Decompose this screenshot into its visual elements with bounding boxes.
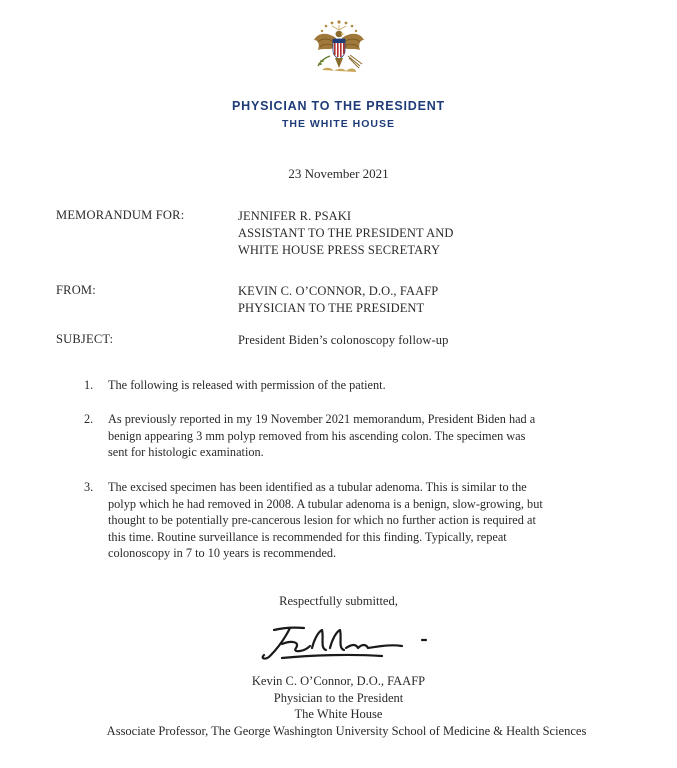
- from-sender: [238, 283, 438, 317]
- signer-office: The White House: [294, 707, 383, 721]
- memo-for-label: MEMORANDUM FOR:: [56, 208, 185, 222]
- item-text: [108, 377, 386, 394]
- item-line: thought to be potentially pre-cancerous lesion for which no further action is required at: [108, 513, 536, 527]
- subject-label: SUBJECT:: [56, 332, 114, 346]
- item-line: benign appearing 3 mm polyp removed from his ascending colon. The specimen was: [108, 428, 526, 443]
- signer-name: Kevin C. O’Connor, D.O., FAAFP: [251, 674, 426, 688]
- item-text: [108, 479, 543, 562]
- recipient-line: ASSISTANT TO THE PRESIDENT AND: [238, 226, 454, 240]
- signature-block: [0, 673, 677, 739]
- memo-date: 23 November 2021: [288, 166, 389, 181]
- subject-text: President Biden’s colonoscopy follow-up: [238, 333, 449, 347]
- item-text: [108, 411, 535, 461]
- item-number: 1.: [84, 378, 94, 392]
- presidential-seal-icon: [310, 18, 368, 80]
- letterhead-subtitle: THE WHITE HOUSE: [281, 118, 395, 130]
- closing-text: Respectfully submitted,: [279, 594, 398, 608]
- item-line: The excised specimen has been identified as a tubular adenoma. This is similar to the: [108, 480, 527, 494]
- item-line: As previously reported in my 19 November 2021 memorandum, President Biden had a: [108, 412, 536, 426]
- item-number: 3.: [84, 480, 94, 494]
- sender-line: PHYSICIAN TO THE PRESIDENT: [238, 301, 425, 315]
- handwritten-signature: [252, 622, 452, 662]
- signer-title: Physician to the President: [273, 690, 404, 705]
- letterhead-title: PHYSICIAN TO THE PRESIDENT: [232, 99, 445, 113]
- item-line: sent for histologic examination.: [108, 445, 264, 459]
- item-line: this time. Routine surveillance is recommended for this finding. Typically, repeat: [108, 529, 507, 544]
- item-line: polyp which he had removed in 2008. A tubular adenoma is a benign, slow-growing, but: [108, 496, 543, 511]
- item-line: colonoscopy in 7 to 10 years is recommended.: [108, 546, 337, 560]
- sender-line: KEVIN C. O’CONNOR, D.O., FAAFP: [238, 284, 439, 298]
- signer-affiliation: Associate Professor, The George Washington University School of Medicine & Health Sciences: [106, 723, 587, 738]
- item-number: 2.: [84, 412, 94, 426]
- memo-for-recipient: [238, 208, 453, 259]
- recipient-line: WHITE HOUSE PRESS SECRETARY: [238, 243, 441, 257]
- item-line: The following is released with permission of the patient.: [108, 378, 386, 392]
- from-label: FROM:: [56, 283, 96, 297]
- recipient-line: JENNIFER R. PSAKI: [238, 209, 352, 223]
